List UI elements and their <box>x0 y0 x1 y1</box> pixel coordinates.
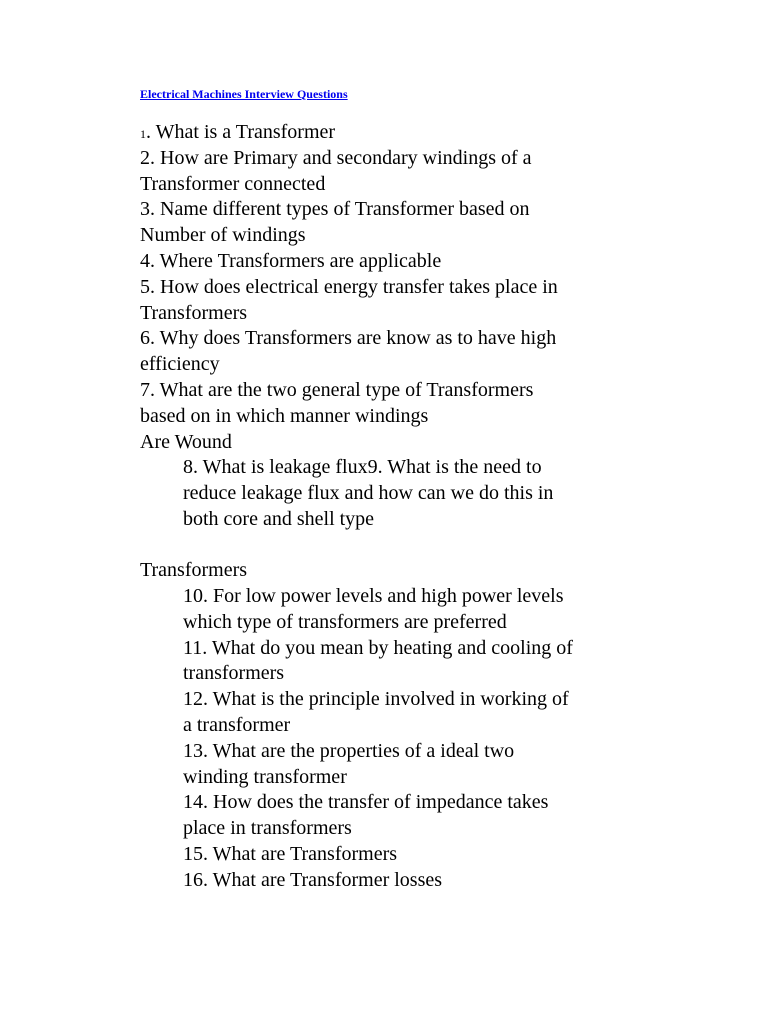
question-line <box>140 120 558 146</box>
question-line: 2. How are Primary and secondary windings of a <box>140 146 532 169</box>
question-block-indented-b <box>183 584 573 894</box>
question-line: 16. What are Transformer losses <box>183 868 443 891</box>
question-block-indented-a <box>183 455 553 532</box>
question-line: 11. What do you mean by heating and cooling of <box>183 636 573 659</box>
question-line: 15. What are Transformers <box>183 842 398 865</box>
question-line: Transformers <box>140 559 248 581</box>
question-line: Transformer connected <box>140 172 326 195</box>
question-line: 5. How does electrical energy transfer takes place in <box>140 275 558 298</box>
question-text: . What is a Transformer <box>146 121 336 143</box>
question-block-main <box>140 120 558 455</box>
question-line: Number of windings <box>140 224 306 247</box>
question-line: place in transformers <box>183 817 352 840</box>
question-number: 1 <box>140 127 146 141</box>
question-line: a transformer <box>183 713 291 736</box>
question-line: reduce leakage flux and how can we do this in <box>183 481 554 504</box>
question-line: based on in which manner windings <box>140 404 429 427</box>
question-line: Transformers <box>140 301 248 324</box>
question-line: 12. What is the principle involved in working of <box>183 688 569 711</box>
question-line: 13. What are the properties of a ideal two <box>183 739 515 762</box>
question-line: efficiency <box>140 353 220 376</box>
question-line: 4. Where Transformers are applicable <box>140 249 442 272</box>
question-line: 7. What are the two general type of Transformers <box>140 378 534 401</box>
question-line: winding transformer <box>183 765 347 788</box>
question-line: which type of transformers are preferred <box>183 610 507 633</box>
question-line: Are Wound <box>140 430 232 453</box>
question-line: 8. What is leakage flux9. What is the need to <box>183 456 542 478</box>
question-line: 14. How does the transfer of impedance takes <box>183 791 549 814</box>
question-line-standalone <box>140 558 247 584</box>
question-line: 10. For low power levels and high power levels <box>183 585 564 607</box>
question-line: transformers <box>183 662 285 685</box>
document-title-link[interactable]: Electrical Machines Interview Questions <box>140 87 348 101</box>
question-line: 3. Name different types of Transformer based on <box>140 198 530 221</box>
question-line: both core and shell type <box>183 507 375 530</box>
question-line: 6. Why does Transformers are know as to have high <box>140 327 557 350</box>
